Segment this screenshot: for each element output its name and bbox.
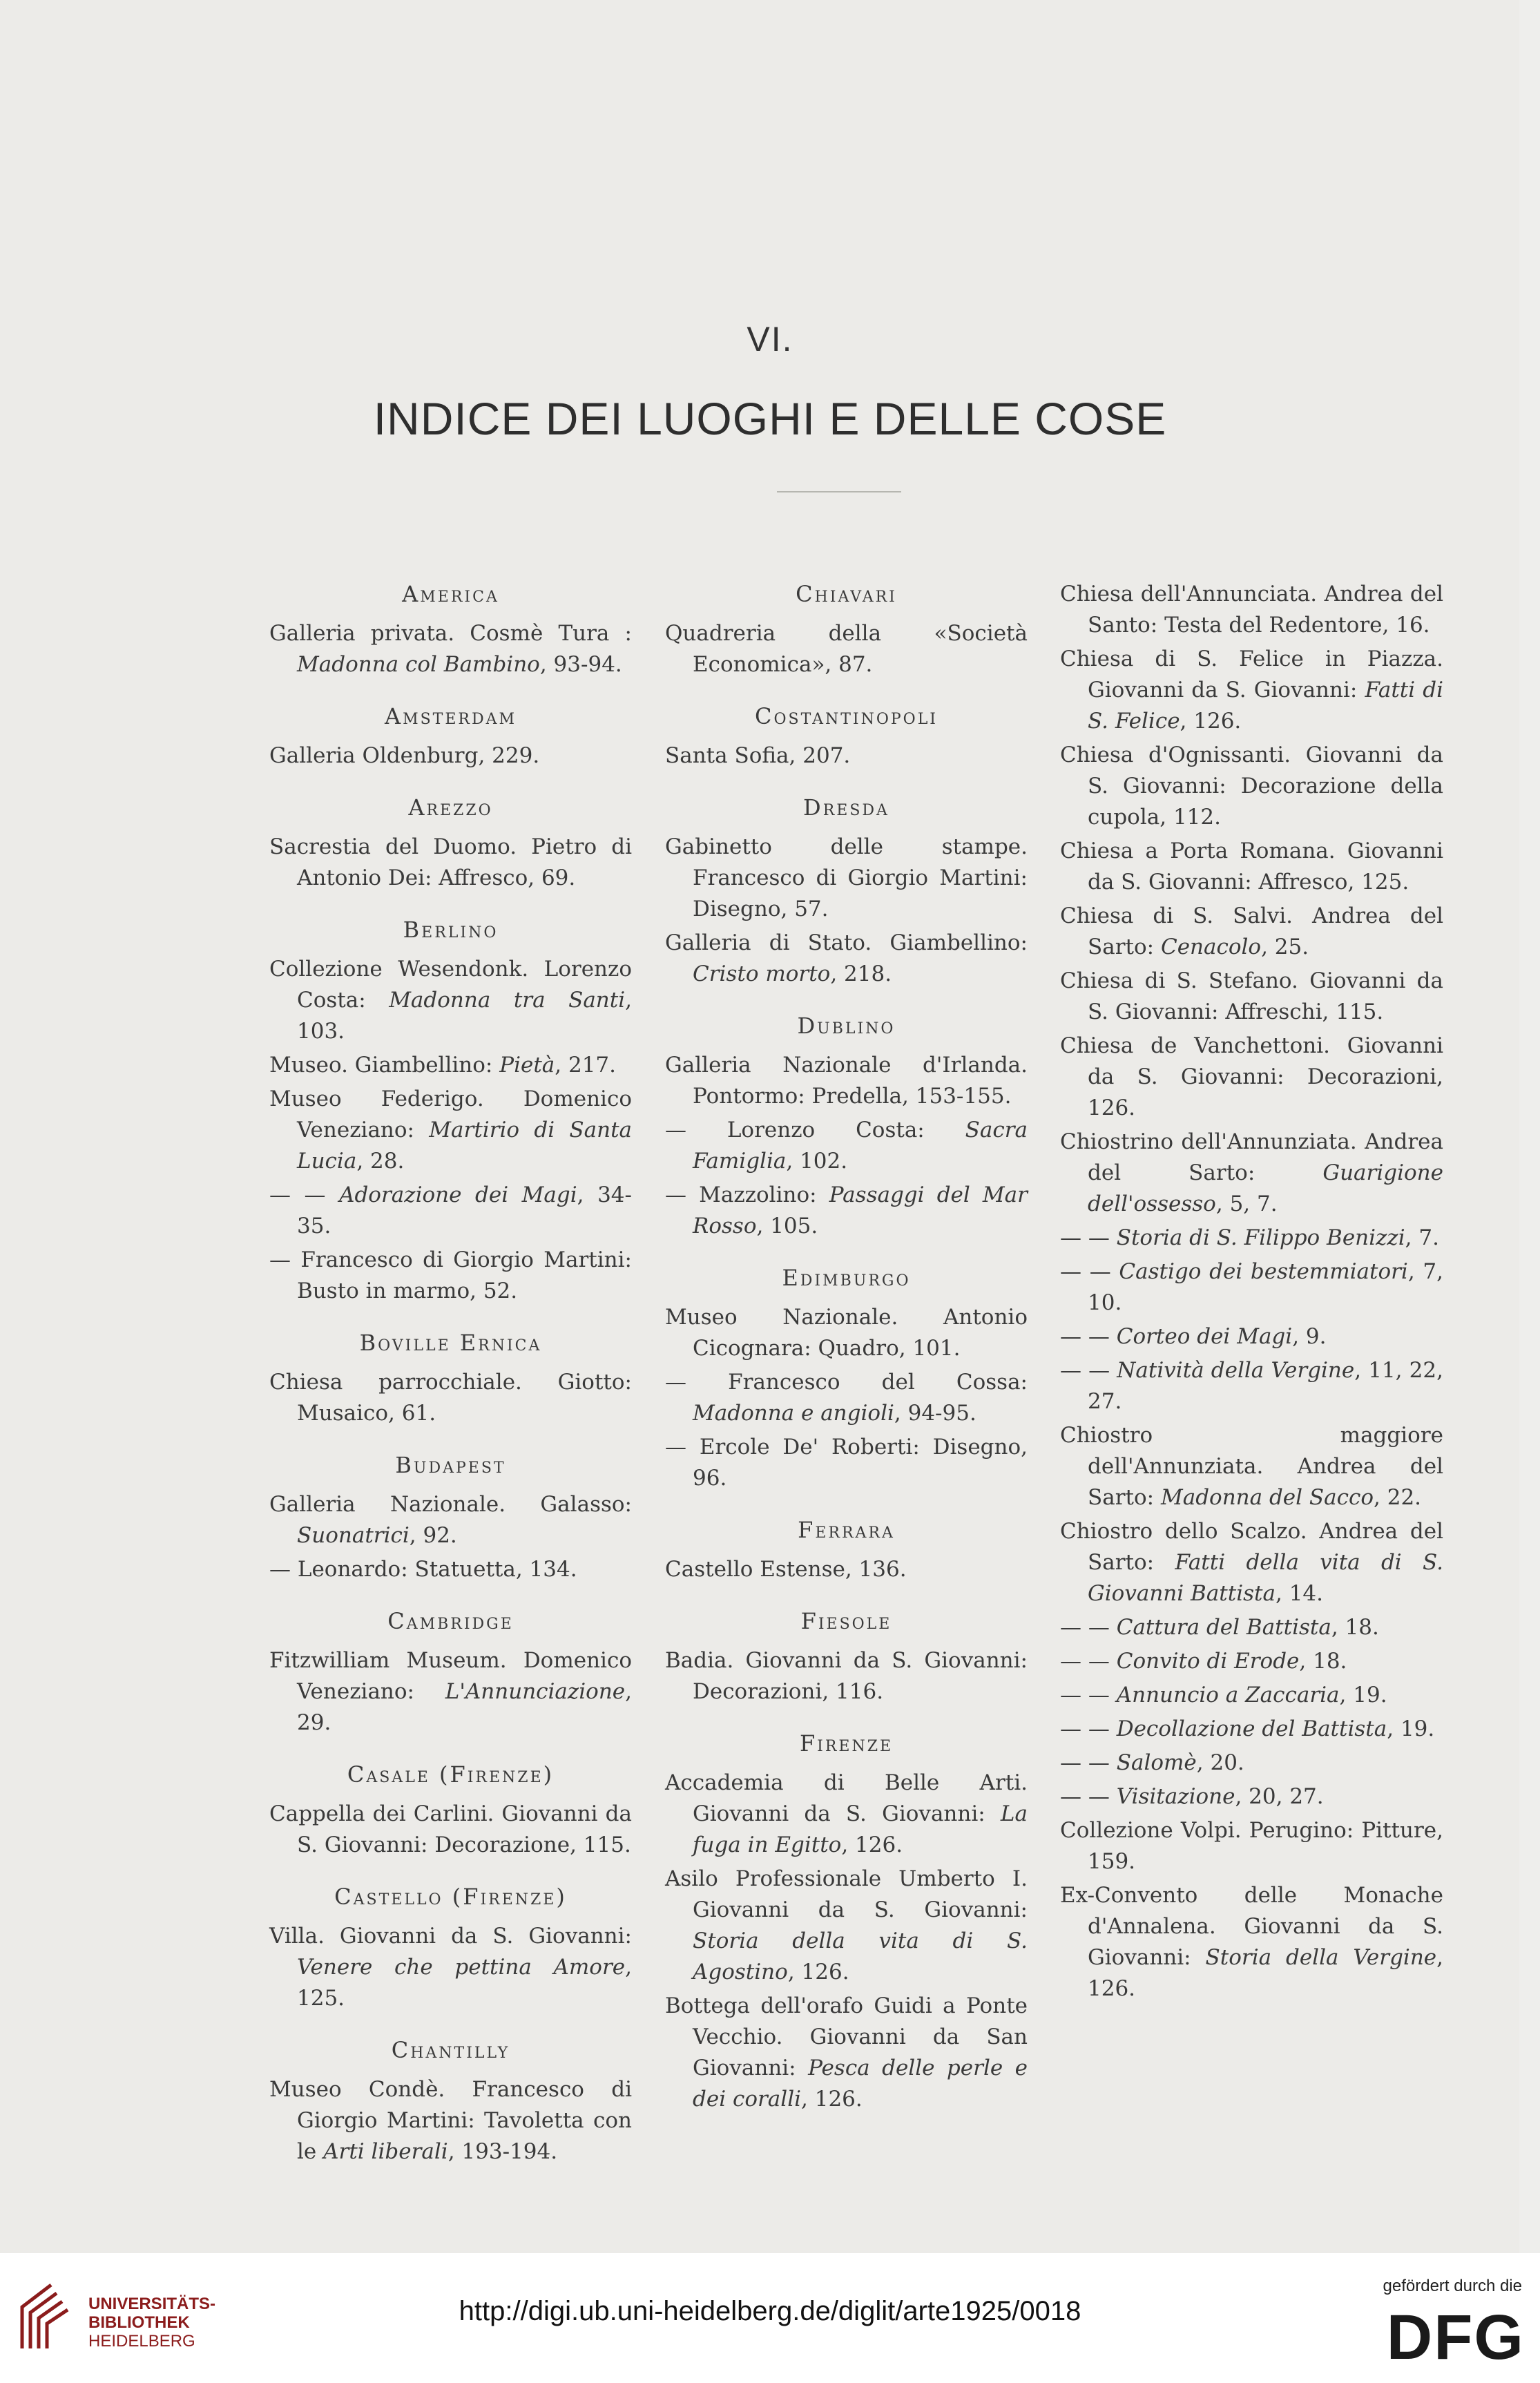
- index-entry: [665, 1554, 1028, 1585]
- index-entry: [1060, 1680, 1443, 1711]
- work-title: Storia di S. Filippo Benizzi: [1116, 1225, 1405, 1250]
- place-heading: Cambridge: [387, 1608, 514, 1634]
- place-heading: Arezzo: [408, 794, 493, 821]
- work-title: Corteo dei Magi: [1116, 1324, 1293, 1349]
- entry-text: Museo Condè. Francesco di Giorgio Martini: Tavoletta con le: [269, 2077, 632, 2164]
- place-heading: Firenze: [799, 1730, 894, 1757]
- entry-text: Bottega dell'orafo Guidi a Ponte Vecchio. Giovanni da San Giovanni:: [665, 1993, 1028, 2080]
- place-heading: Budapest: [395, 1452, 506, 1478]
- work-title: Fatti della vita di S. Giovanni Battista: [1088, 1550, 1443, 1606]
- index-entry: [269, 1799, 632, 1861]
- library-name-line-1: UNIVERSITÄTS-: [88, 2295, 216, 2313]
- index-entry: [665, 832, 1028, 925]
- index-entry: [269, 1367, 632, 1429]
- place-heading: America: [402, 581, 499, 607]
- index-entry: [665, 1180, 1028, 1242]
- index-entry: [1060, 836, 1443, 898]
- entry-text: Chiesa di S. Felice in Piazza. Giovanni da S. Giovanni:: [1060, 647, 1443, 702]
- entry-text: , 218.: [830, 961, 892, 986]
- entry-text: Collezione Volpi. Perugino: Pitture, 159.: [1060, 1818, 1443, 1874]
- index-entry: [1060, 1815, 1443, 1877]
- section-numeral: VI.: [747, 320, 793, 358]
- entry-text: Galleria Nazionale d'Irlanda. Pontormo: Predella, 153-155.: [665, 1053, 1028, 1109]
- entry-text: Chiesa d'Ognissanti. Giovanni da S. Giovanni: Decorazione della cupola, 112.: [1060, 743, 1443, 830]
- work-title: Arti liberali: [323, 2139, 448, 2164]
- entry-text: , 20, 27.: [1235, 1784, 1324, 1809]
- entry-text: , 11, 22, 27.: [1088, 1358, 1443, 1414]
- work-title: Pietà: [499, 1053, 555, 1078]
- place-heading: Chantilly: [391, 2037, 510, 2063]
- index-entry: [269, 1645, 632, 1739]
- entry-text: Galleria Nazionale. Galasso:: [269, 1492, 632, 1517]
- entry-text: — —: [1060, 1649, 1117, 1674]
- entry-text: Galleria privata. Cosmè Tura :: [269, 621, 632, 646]
- index-entry: [269, 1084, 632, 1177]
- work-title: Passaggi del Mar Rosso: [693, 1183, 1028, 1238]
- index-entry: [665, 1768, 1028, 1861]
- entry-text: — —: [269, 1183, 340, 1207]
- index-entry: [269, 954, 632, 1047]
- entry-text: , 125.: [297, 1955, 632, 2011]
- work-title: Salomè: [1116, 1750, 1197, 1775]
- entry-text: , 7, 10.: [1088, 1259, 1443, 1315]
- index-entry: [1060, 966, 1443, 1028]
- index-entry: [269, 1554, 632, 1585]
- index-entry: [1060, 740, 1443, 833]
- entry-text: Villa. Giovanni da S. Giovanni:: [269, 1924, 632, 1949]
- index-entry: [269, 832, 632, 894]
- index-column-1: [269, 579, 632, 2170]
- index-entry: [665, 1432, 1028, 1494]
- entry-text: , 102.: [786, 1149, 848, 1174]
- work-title: Castigo dei bestemmiatori: [1119, 1259, 1408, 1284]
- entry-text: — Francesco di Giorgio Martini: Busto in marmo, 52.: [269, 1247, 632, 1303]
- index-entry: [665, 1115, 1028, 1177]
- entry-text: Quadreria della «Società Economica», 87.: [665, 621, 1028, 677]
- place-heading: Chiavari: [796, 581, 897, 607]
- entry-text: , 126.: [1180, 709, 1242, 734]
- work-title: Adorazione dei Magi: [339, 1183, 577, 1207]
- entry-text: , 22.: [1374, 1485, 1422, 1510]
- entry-text: , 126.: [841, 1832, 903, 1857]
- work-title: Decollazione del Battista: [1116, 1716, 1387, 1741]
- entry-text: , 14.: [1275, 1581, 1323, 1606]
- place-heading: Dresda: [803, 794, 889, 821]
- entry-text: Castello Estense, 136.: [665, 1557, 907, 1582]
- entry-text: Accademia di Belle Arti. Giovanni da S. Giovanni:: [665, 1770, 1028, 1826]
- index-entry: [665, 1991, 1028, 2115]
- entry-text: , 25.: [1261, 935, 1309, 959]
- index-entry: [1060, 1420, 1443, 1513]
- work-title: Madonna col Bambino: [297, 652, 540, 677]
- work-title: La fuga in Egitto: [693, 1801, 1028, 1857]
- dfg-logo[interactable]: DFG: [1386, 2302, 1525, 2373]
- index-entry: [1060, 1031, 1443, 1124]
- entry-text: — —: [1060, 1750, 1117, 1775]
- entry-text: , 103.: [297, 988, 633, 1044]
- entry-text: Chiesa de Vanchettoni. Giovanni da S. Giovanni: Decorazioni, 126.: [1060, 1033, 1443, 1120]
- index-entry: [1060, 1256, 1443, 1319]
- entry-text: Museo Nazionale. Antonio Cicognara: Quadro, 101.: [665, 1305, 1028, 1361]
- entry-text: Chiesa parrocchiale. Giotto: Musaico, 61.: [269, 1370, 632, 1426]
- index-entry: [665, 928, 1028, 990]
- work-title: Madonna del Sacco: [1160, 1485, 1374, 1510]
- place-heading: Berlino: [403, 917, 499, 943]
- place-heading: Edimburgo: [782, 1265, 911, 1291]
- entry-text: — —: [1060, 1225, 1117, 1250]
- entry-text: — Leonardo: Statuetta, 134.: [269, 1557, 577, 1582]
- entry-text: Chiesa a Porta Romana. Giovanni da S. Giovanni: Affresco, 125.: [1060, 839, 1443, 894]
- work-title: Cattura del Battista: [1116, 1615, 1331, 1640]
- index-entry: [665, 618, 1028, 680]
- entry-text: Asilo Professionale Umberto I. Giovanni da S. Giovanni:: [665, 1866, 1028, 1922]
- entry-text: Badia. Giovanni da S. Giovanni: Decorazioni, 116.: [665, 1648, 1028, 1704]
- index-entry: [269, 1921, 632, 2014]
- entry-text: Sacrestia del Duomo. Pietro di Antonio Dei: Affresco, 69.: [269, 834, 632, 890]
- permalink-url[interactable]: http://digi.ub.uni-heidelberg.de/diglit/arte1925/0018: [459, 2296, 1081, 2326]
- entry-text: , 126.: [787, 1960, 849, 1984]
- entry-text: Gabinetto delle stampe. Francesco di Giorgio Martini: Disegno, 57.: [665, 834, 1028, 921]
- index-entry: [665, 740, 1028, 772]
- index-entry: [269, 618, 632, 680]
- entry-text: — —: [1060, 1259, 1119, 1284]
- entry-text: Galleria Oldenburg, 229.: [269, 743, 540, 768]
- work-title: Storia della Vergine: [1205, 1945, 1437, 1970]
- entry-text: , 18.: [1331, 1615, 1379, 1640]
- entry-text: Chiostro maggiore dell'Annunziata. Andrea del Sarto:: [1060, 1423, 1443, 1510]
- work-title: Cristo morto: [693, 961, 831, 986]
- work-title: Guarigione dell'ossesso: [1088, 1160, 1443, 1216]
- work-title: Madonna tra Santi: [389, 988, 626, 1013]
- index-entry: [1060, 1355, 1443, 1417]
- work-title: Suonatrici: [297, 1523, 410, 1548]
- index-entry: [665, 1367, 1028, 1429]
- entry-text: , 34-35.: [297, 1183, 632, 1238]
- entry-text: — Mazzolino:: [665, 1183, 829, 1207]
- entry-text: Fitzwilliam Museum. Domenico Veneziano:: [269, 1648, 632, 1704]
- entry-text: — —: [1060, 1683, 1117, 1707]
- work-title: Venere che pettina Amore: [297, 1955, 626, 1980]
- entry-text: , 93-94.: [539, 652, 622, 677]
- entry-text: Chiesa di S. Stefano. Giovanni da S. Giovanni: Affreschi, 115.: [1060, 968, 1443, 1024]
- entry-text: , 193-194.: [447, 2139, 558, 2164]
- work-title: Martirio di Santa Lucia: [297, 1118, 633, 1174]
- entry-text: — —: [1060, 1716, 1117, 1741]
- entry-text: , 19.: [1387, 1716, 1435, 1741]
- index-entry: [1060, 1127, 1443, 1220]
- index-entry: [1060, 1781, 1443, 1812]
- place-heading: Dublino: [797, 1013, 896, 1039]
- index-entry: [1060, 1223, 1443, 1254]
- work-title: Fatti di S. Felice: [1088, 678, 1443, 734]
- entry-text: — —: [1060, 1324, 1117, 1349]
- index-entry: [1060, 1516, 1443, 1609]
- entry-text: , 20.: [1196, 1750, 1244, 1775]
- place-heading: Amsterdam: [384, 703, 517, 729]
- index-entry: [269, 1180, 632, 1242]
- place-heading: Boville Ernica: [359, 1330, 542, 1356]
- index-entry: [665, 1645, 1028, 1707]
- entry-text: , 126.: [1088, 1945, 1443, 2001]
- entry-text: — —: [1060, 1784, 1117, 1809]
- index-entry: [1060, 579, 1443, 641]
- library-name-line-3: HEIDELBERG: [88, 2332, 195, 2351]
- index-entry: [665, 1864, 1028, 1988]
- index-entry: [269, 1489, 632, 1551]
- entry-text: Ex-Convento delle Monache d'Annalena. Giovanni da S. Giovanni:: [1060, 1883, 1443, 1970]
- place-heading: Costantinopoli: [755, 703, 938, 729]
- work-title: Sacra Famiglia: [693, 1118, 1028, 1174]
- entry-text: Chiostrino dell'Annunziata. Andrea del Sarto:: [1060, 1129, 1443, 1185]
- entry-text: Chiostro dello Scalzo. Andrea del Sarto:: [1060, 1519, 1443, 1575]
- index-entry: [1060, 1714, 1443, 1745]
- index-entry: [269, 1245, 632, 1307]
- index-entry: [665, 1050, 1028, 1112]
- entry-text: , 126.: [801, 2087, 863, 2112]
- index-entry: [1060, 1748, 1443, 1779]
- entry-text: , 94-95.: [894, 1401, 976, 1426]
- index-column-2: [665, 579, 1028, 2118]
- index-entry: [269, 740, 632, 772]
- work-title: Madonna e angioli: [693, 1401, 894, 1426]
- entry-text: Galleria di Stato. Giambellino:: [665, 930, 1028, 955]
- funding-label: gefördert durch die: [1383, 2277, 1522, 2295]
- index-entry: [1060, 1321, 1443, 1352]
- work-title: L'Annunciazione: [445, 1679, 626, 1704]
- entry-text: , 28.: [356, 1149, 405, 1174]
- work-title: Visitazione: [1116, 1784, 1235, 1809]
- entry-text: , 92.: [409, 1523, 457, 1548]
- entry-text: — —: [1060, 1615, 1117, 1640]
- entry-text: , 9.: [1292, 1324, 1327, 1349]
- entry-text: Collezione Wesendonk. Lorenzo Costa:: [269, 957, 632, 1013]
- work-title: Annuncio a Zaccaria: [1116, 1683, 1340, 1707]
- index-column-3: [1060, 579, 1443, 2007]
- work-title: Cenacolo: [1160, 935, 1262, 959]
- library-name-line-2: BIBLIOTHEK: [88, 2313, 190, 2332]
- entry-text: , 7.: [1405, 1225, 1439, 1250]
- index-entry: [1060, 1880, 1443, 2004]
- index-entry: [1060, 644, 1443, 737]
- entry-text: Chiesa dell'Annunciata. Andrea del Santo: Testa del Redentore, 16.: [1060, 582, 1443, 638]
- work-title: Storia della vita di S. Agostino: [693, 1929, 1028, 1984]
- entry-text: Museo. Giambellino:: [269, 1053, 500, 1078]
- entry-text: , 5, 7.: [1215, 1192, 1278, 1216]
- place-heading: Fiesole: [800, 1608, 892, 1634]
- entry-text: — Lorenzo Costa:: [665, 1118, 965, 1142]
- entry-text: , 217.: [555, 1053, 617, 1078]
- index-entry: [1060, 1612, 1443, 1643]
- work-title: Natività della Vergine: [1117, 1358, 1355, 1383]
- entry-text: , 105.: [756, 1214, 818, 1238]
- place-heading: Casale (Firenze): [347, 1761, 555, 1788]
- index-entry: [1060, 901, 1443, 963]
- place-heading: Castello (Firenze): [334, 1884, 567, 1910]
- page-title: INDICE DEI LUOGHI E DELLE COSE: [373, 393, 1167, 444]
- entry-text: — Francesco del Cossa:: [665, 1370, 1028, 1395]
- work-title: Pesca delle perle e dei coralli: [693, 2056, 1028, 2112]
- title-divider: [777, 491, 901, 492]
- entry-text: Cappella dei Carlini. Giovanni da S. Giovanni: Decorazione, 115.: [269, 1801, 632, 1857]
- entry-text: , 19.: [1339, 1683, 1387, 1707]
- entry-text: , 29.: [297, 1679, 632, 1735]
- work-title: Convito di Erode: [1116, 1649, 1300, 1674]
- index-entry: [269, 2074, 632, 2167]
- entry-text: — Ercole De' Roberti: Disegno, 96.: [665, 1435, 1028, 1491]
- entry-text: Chiesa di S. Salvi. Andrea del Sarto:: [1060, 903, 1443, 959]
- entry-text: , 18.: [1299, 1649, 1347, 1674]
- index-entry: [269, 1050, 632, 1081]
- entry-text: — —: [1060, 1358, 1117, 1383]
- entry-text: Museo Federigo. Domenico Veneziano:: [269, 1087, 632, 1142]
- index-entry: [665, 1302, 1028, 1364]
- index-entry: [1060, 1646, 1443, 1677]
- place-heading: Ferrara: [798, 1517, 895, 1543]
- entry-text: Santa Sofia, 207.: [665, 743, 851, 768]
